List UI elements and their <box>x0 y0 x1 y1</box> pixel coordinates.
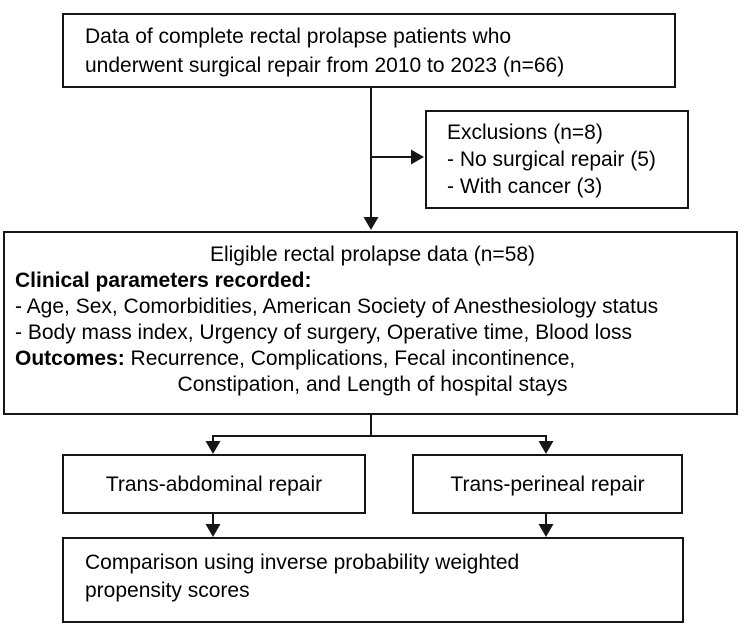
arrow-top-to-eligible <box>364 88 379 230</box>
outcomes-list: Recurrence, Complications, Fecal incontinence, <box>124 347 576 370</box>
trans-abdominal-box <box>62 454 366 514</box>
eligible-title: Eligible rectal prolapse data (n=58) <box>209 243 536 266</box>
clinical-parameters-line: - Age, Sex, Comorbidities, American Society of Anesthesiology status <box>15 295 659 318</box>
outcomes-label: Outcomes: <box>15 347 125 370</box>
exclusions-box <box>425 110 689 209</box>
comparison-box <box>62 537 684 623</box>
comparison-line1: Comparison using inverse probability weighted <box>85 551 520 574</box>
clinical-parameters-header: Clinical parameters recorded: <box>15 269 312 292</box>
top-box-total-patients <box>62 13 676 88</box>
arrow-to-exclusions <box>370 150 424 165</box>
eligible-box <box>3 231 738 415</box>
trans-perineal-box <box>412 454 683 514</box>
trans-perineal-label: Trans-perineal repair <box>450 472 645 496</box>
comparison-line2: propensity scores <box>85 579 250 602</box>
top-box-line2: underwent surgical repair from 2010 to 2023 (n=66) <box>85 54 565 77</box>
outcomes-line2: Constipation, and Length of hospital stays <box>177 373 568 396</box>
clinical-parameters-line: - Body mass index, Urgency of surgery, Operative time, Blood loss <box>15 321 633 344</box>
arrow-right-branch-to-comparison <box>539 514 554 537</box>
trans-abdominal-label: Trans-abdominal repair <box>105 472 323 496</box>
exclusions-title: Exclusions (n=8) <box>447 121 603 144</box>
top-box-line1: Data of complete rectal prolapse patients who <box>85 25 512 48</box>
exclusions-item: - With cancer (3) <box>447 175 603 198</box>
exclusions-item: - No surgical repair (5) <box>447 148 656 171</box>
outcomes-line <box>15 346 730 372</box>
arrow-left-branch-to-comparison <box>206 514 221 537</box>
split-connector <box>206 415 554 454</box>
